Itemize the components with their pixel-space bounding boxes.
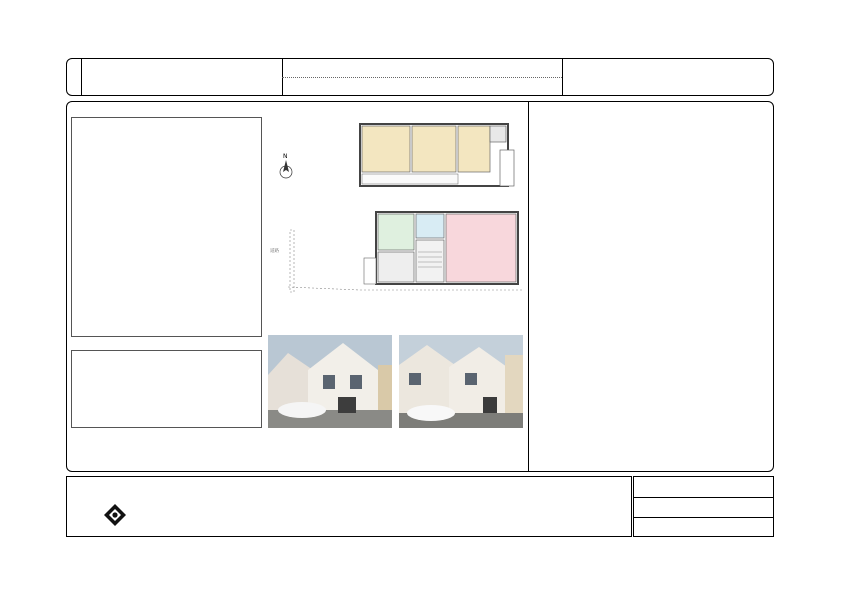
floor-plan xyxy=(268,112,523,330)
north-arrow-icon xyxy=(280,153,292,178)
features-box xyxy=(71,117,262,337)
footer-company-box xyxy=(66,476,632,537)
footer-property-box xyxy=(633,476,774,537)
floor-plan-drawing xyxy=(268,112,523,330)
right-panel xyxy=(528,101,774,472)
house-photo-2 xyxy=(399,335,523,428)
top-info-box xyxy=(66,58,774,96)
svg-text:道路: 道路 xyxy=(270,249,279,254)
company-logo-icon xyxy=(103,503,127,527)
svg-text:N: N xyxy=(283,153,288,160)
nearby-box xyxy=(71,350,262,428)
house-photo-1 xyxy=(268,335,392,428)
features-list xyxy=(72,118,261,121)
